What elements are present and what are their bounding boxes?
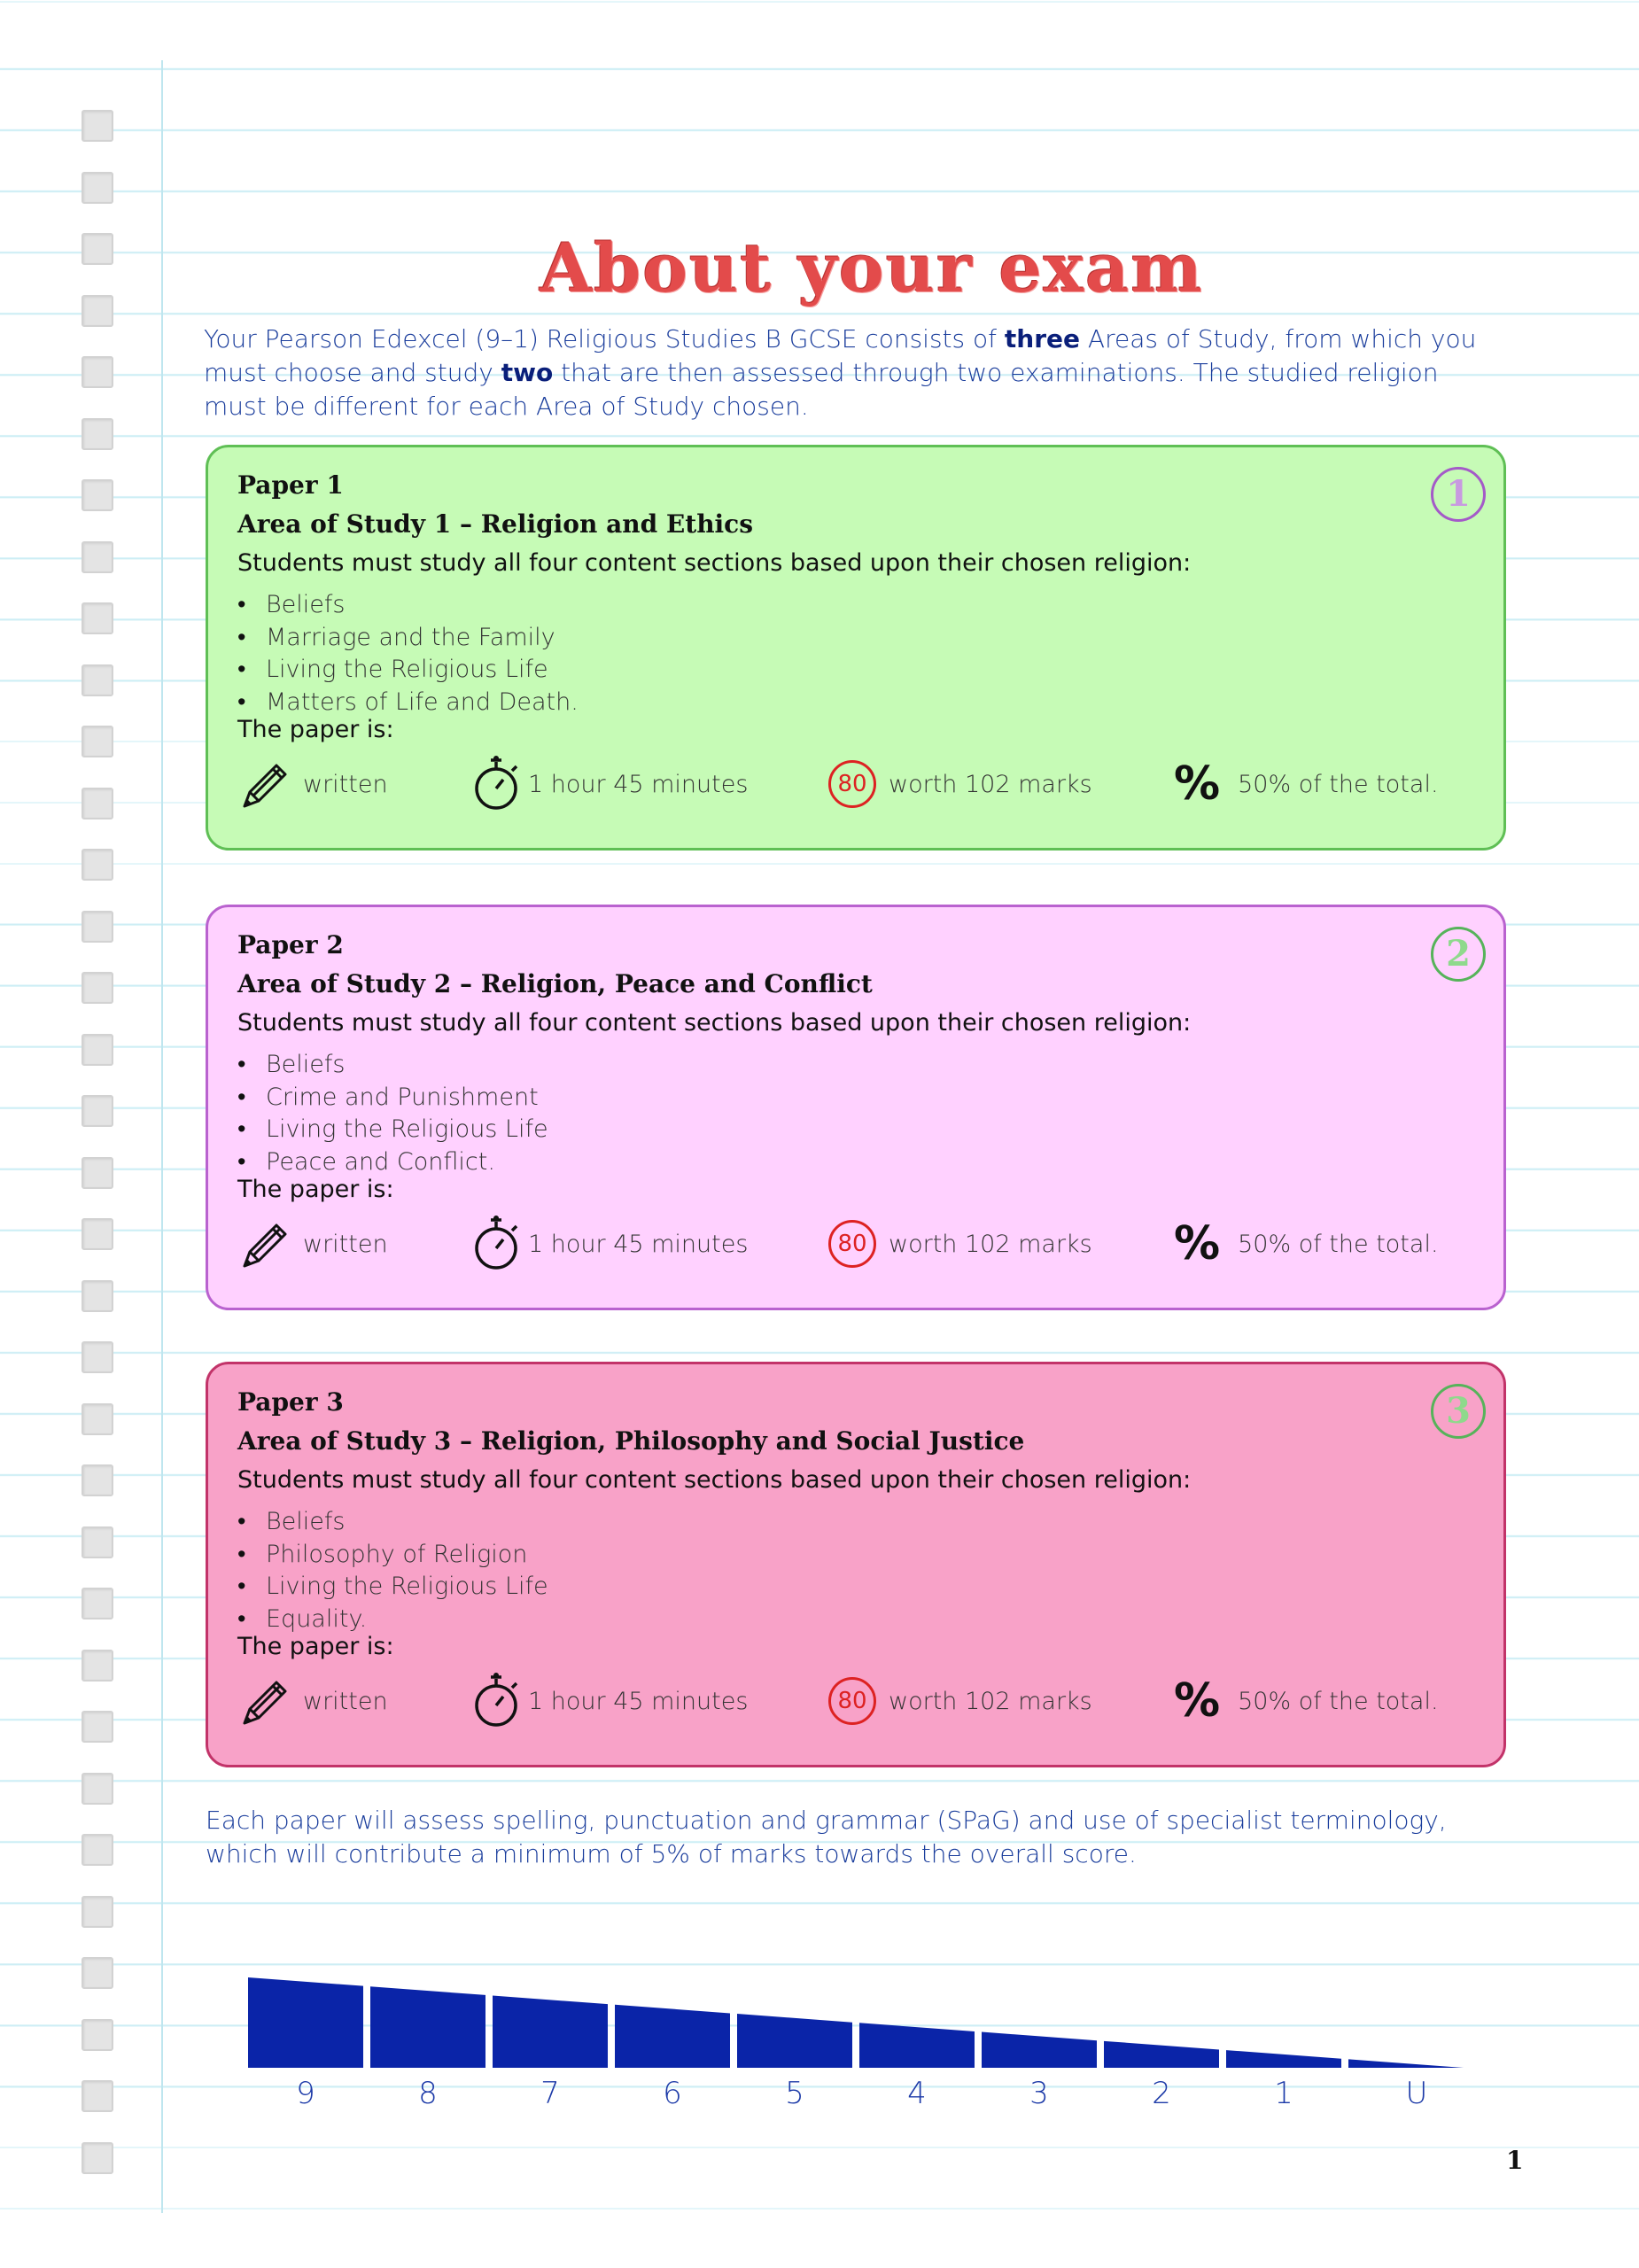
percentage-info: % 50% of the total.: [1174, 1674, 1439, 1728]
marks-info: 80 worth 102 marks: [828, 753, 1092, 815]
grade-bar: [615, 2005, 730, 2068]
list-item: • Philosophy of Religion: [237, 1540, 528, 1568]
paper-number-badge: 3: [1431, 1384, 1486, 1439]
grade-label: U: [1405, 2076, 1428, 2111]
paper-is-label: The paper is:: [237, 1176, 394, 1203]
list-item: • Beliefs: [237, 1508, 346, 1535]
paper-is-label: The paper is:: [237, 1633, 394, 1660]
list-item: • Matters of Life and Death.: [237, 687, 579, 716]
intro-text-1: Your Pearson Edexcel (9–1) Religious Studies B GCSE consists of: [204, 324, 1005, 353]
written-info: written: [237, 1213, 388, 1275]
grade-bar: [493, 1996, 608, 2068]
grade-label: 5: [785, 2076, 804, 2111]
marks-circle-icon: 80: [828, 760, 876, 808]
marks-circle-icon: 80: [828, 1677, 876, 1725]
grade-bar: [982, 2032, 1097, 2068]
paper-title: Paper 3: [237, 1387, 344, 1417]
grade-label: 9: [296, 2076, 315, 2111]
list-item: • Living the Religious Life: [237, 1115, 548, 1143]
percent-icon: %: [1174, 757, 1221, 811]
marks-info: 80 worth 102 marks: [828, 1213, 1092, 1275]
intro-bold-three: three: [1004, 324, 1081, 353]
written-info: written: [237, 753, 388, 815]
duration-info: 1 hour 45 minutes: [470, 1670, 748, 1732]
percentage-info: % 50% of the total.: [1174, 757, 1439, 811]
list-item: • Living the Religious Life: [237, 656, 548, 683]
paper-is-label: The paper is:: [237, 716, 394, 743]
intro-text-3: that are then assessed through two examinations. The studied religion must be different for each Area of Study chosen.: [204, 358, 1439, 421]
grade-bar: [737, 2014, 852, 2068]
paper-title: Paper 1: [237, 470, 344, 500]
grade-bar: [1226, 2050, 1341, 2068]
list-item: • Living the Religious Life: [237, 1573, 548, 1600]
list-item: • Crime and Punishment: [237, 1083, 539, 1111]
area-of-study-title: Area of Study 1 – Religion and Ethics: [237, 509, 753, 539]
grade-label: 8: [418, 2076, 438, 2111]
area-of-study-title: Area of Study 3 – Religion, Philosophy and Social Justice: [237, 1426, 1025, 1456]
content-instruction: Students must study all four content sections based upon their chosen religion:: [237, 1009, 1192, 1037]
paper-number-badge: 1: [1431, 467, 1486, 522]
grade-label: 1: [1274, 2076, 1293, 2111]
page-number: 1: [1506, 2146, 1524, 2175]
marks-circle-icon: 80: [828, 1220, 876, 1268]
list-item: • Beliefs: [237, 1051, 346, 1078]
grade-label: 3: [1029, 2076, 1049, 2111]
grade-bar: [1348, 2059, 1464, 2068]
list-item: • Beliefs: [237, 591, 346, 618]
percent-icon: %: [1174, 1217, 1221, 1270]
area-of-study-title: Area of Study 2 – Religion, Peace and Conflict: [237, 969, 873, 998]
percentage-info: % 50% of the total.: [1174, 1217, 1439, 1270]
grade-bar: [370, 1986, 485, 2068]
grade-bar: [248, 1977, 363, 2068]
list-item: • Equality.: [237, 1604, 368, 1633]
content-instruction: Students must study all four content sections based upon their chosen religion:: [237, 1466, 1192, 1494]
content-instruction: Students must study all four content sections based upon their chosen religion:: [237, 549, 1192, 577]
marks-info: 80 worth 102 marks: [828, 1670, 1092, 1732]
page-title: About your exam: [540, 229, 1204, 307]
list-item: • Peace and Conflict.: [237, 1147, 495, 1176]
percent-icon: %: [1174, 1674, 1221, 1728]
written-info: written: [237, 1670, 388, 1732]
duration-info: 1 hour 45 minutes: [470, 753, 748, 815]
grade-label: 6: [663, 2076, 682, 2111]
paper-number-badge: 2: [1431, 927, 1486, 982]
grade-label: 4: [907, 2076, 927, 2111]
list-item: • Marriage and the Family: [237, 623, 555, 651]
spag-note: Each paper will assess spelling, punctuation and grammar (SPaG) and use of specialist terminology, which will contribute a minimum of 5% of marks towards the overall score.: [206, 1806, 1447, 1868]
binder-hole: [82, 2142, 113, 2174]
grade-label: 7: [540, 2076, 560, 2111]
grade-bar: [859, 2023, 975, 2068]
grade-bar: [1104, 2041, 1219, 2068]
intro-text-2: Areas of Study, from which you must choose and study: [204, 324, 1477, 387]
intro-bold-two: two: [501, 358, 554, 387]
grade-label: 2: [1152, 2076, 1171, 2111]
duration-info: 1 hour 45 minutes: [470, 1213, 748, 1275]
paper-title: Paper 2: [237, 930, 344, 959]
